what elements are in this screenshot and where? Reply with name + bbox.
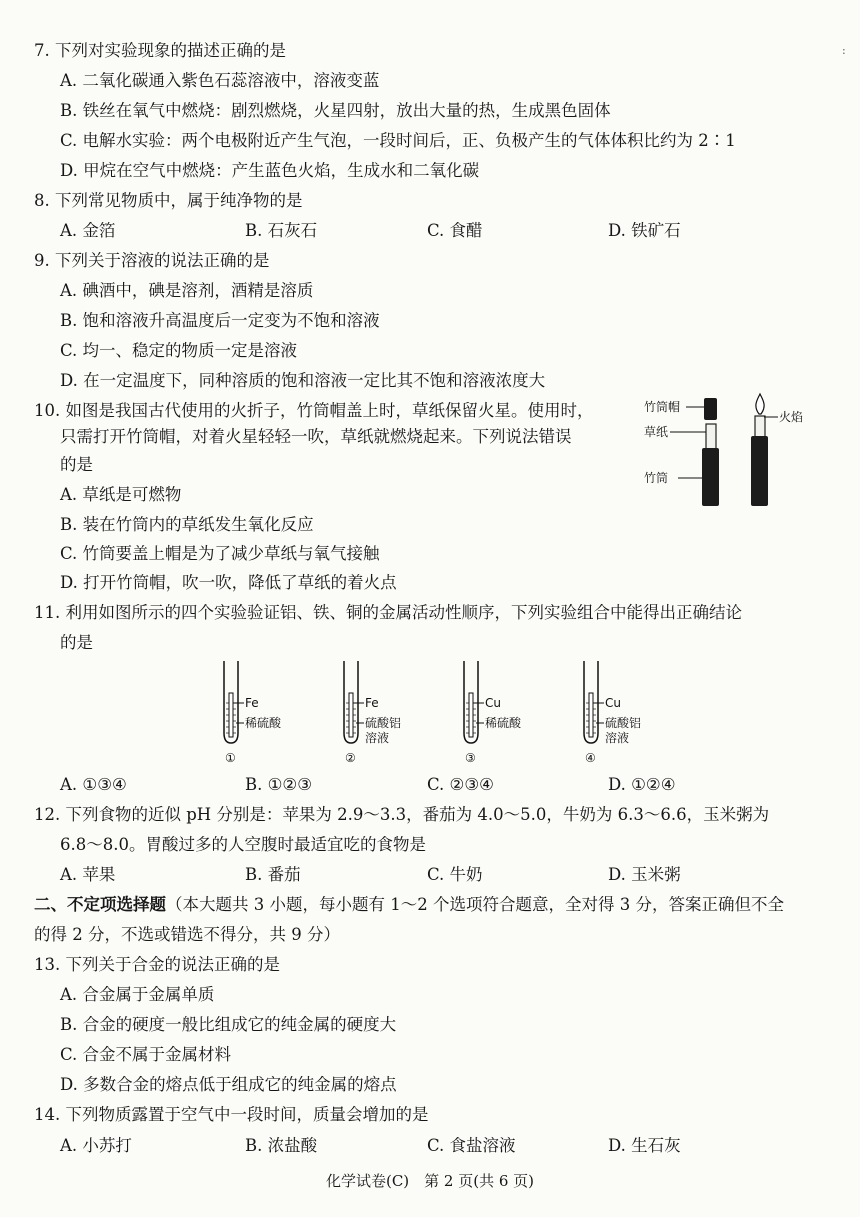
q11-option-d: D. ①②④ [608,775,676,794]
bamboo-tube [702,448,719,506]
q13-option-d: D. 多数合金的熔点低于组成它的纯金属的熔点 [60,1075,397,1094]
solution-label-4-2: 溶液 [605,731,630,745]
q12-option-c: C. 牛奶 [427,865,483,884]
q13-stem: 13. 下列关于合金的说法正确的是 [34,955,280,974]
q13-option-a: A. 合金属于金属单质 [60,985,215,1004]
q14-option-c: C. 食盐溶液 [427,1136,516,1155]
q8-option-b: B. 石灰石 [245,221,318,240]
q8-option-c: C. 食醋 [427,221,483,240]
metal-label-3: Cu [485,696,501,710]
q11-stem-line-2: 的是 [60,633,93,652]
q7-option-b: B. 铁丝在氧气中燃烧：剧烈燃烧，火星四射，放出大量的热，生成黑色固体 [60,101,611,120]
q12-option-b: B. 番茄 [245,865,301,884]
q10-stem-line-2: 只需打开竹筒帽，对着火星轻轻一吹，草纸就燃烧起来。下列说法错误 [60,427,572,446]
q9-option-c: C. 均一、稳定的物质一定是溶液 [60,341,298,360]
q14-option-a: A. 小苏打 [60,1136,132,1155]
q8-option-a: A. 金箔 [60,221,116,240]
q7-option-a: A. 二氧化碳通入紫色石蕊溶液中，溶液变蓝 [60,71,380,90]
page-footer: 化学试卷(C) 第 2 页(共 6 页) [325,1172,535,1190]
tube-number-3: ③ [465,751,476,765]
q12-stem-line-1: 12. 下列食物的近似 pH 分别是：苹果为 2.9～3.3，番茄为 4.0～5.0，牛奶为 6.3～6.6，玉米粥为 [34,805,770,824]
q10-option-c: C. 竹筒要盖上帽是为了减少草纸与氧气接触 [60,544,380,563]
metal-strip-4 [589,693,593,737]
q14-stem: 14. 下列物质露置于空气中一段时间，质量会增加的是 [34,1105,429,1124]
q13-option-b: B. 合金的硬度一般比组成它的纯金属的硬度大 [60,1015,397,1034]
test-tubes-figure [200,655,660,770]
label-paper: 草纸 [644,425,669,439]
q9-stem: 9. 下列关于溶液的说法正确的是 [34,251,270,270]
q10-option-a: A. 草纸是可燃物 [60,485,182,504]
metal-label-1: Fe [245,696,259,710]
tube-number-4: ④ [585,751,596,765]
q9-option-d: D. 在一定温度下，同种溶质的饱和溶液一定比其不饱和溶液浓度大 [60,371,546,390]
solution-label-1-1: 稀硫酸 [245,716,282,730]
q10-option-d: D. 打开竹筒帽，吹一吹，降低了草纸的着火点 [60,573,397,592]
section-2-desc-1: （本大题共 3 小题，每小题有 1～2 个选项符合题意，全对得 3 分，答案正确但不全 [166,895,784,914]
flame-icon [756,394,764,414]
label-tube: 竹筒 [644,471,669,485]
q11-option-b: B. ①②③ [245,775,312,794]
metal-strip-2 [349,693,353,737]
q12-option-d: D. 玉米粥 [608,865,681,884]
label-cap: 竹筒帽 [644,400,681,414]
tube-number-2: ② [345,751,356,765]
section-2-header [34,894,784,916]
q10-option-b: B. 装在竹筒内的草纸发生氧化反应 [60,515,314,534]
metal-label-4: Cu [605,696,621,710]
q7-stem: 7. 下列对实验现象的描述正确的是 [34,41,286,60]
q11-stem-line-1: 11. 利用如图所示的四个实验验证铝、铁、铜的金属活动性顺序，下列实验组合中能得出正确结论 [34,603,742,622]
q11-option-c: C. ②③④ [427,775,494,794]
q7-option-d: D. 甲烷在空气中燃烧：产生蓝色火焰，生成水和二氧化碳 [60,161,480,180]
q12-option-a: A. 苹果 [60,865,116,884]
q8-stem: 8. 下列常见物质中，属于纯净物的是 [34,191,303,210]
metal-strip-1 [229,693,233,737]
q14-option-d: D. 生石灰 [608,1136,681,1155]
label-flame: 火焰 [779,410,804,424]
q7-option-c: C. 电解水实验：两个电极附近产生气泡，一段时间后，正、负极产生的气体体积比约为 2∶1 [60,131,736,150]
q11-option-a: A. ①③④ [60,775,127,794]
q14-option-b: B. 浓盐酸 [245,1136,318,1155]
section-2-title: 二、不定项选择题 [34,895,166,914]
bamboo-cap [704,398,717,420]
q10-stem-line-1: 10. 如图是我国古代使用的火折子，竹筒帽盖上时，草纸保留火星。使用时， [34,401,594,420]
fire-starter-figure [640,390,820,510]
section-2-desc-2: 的得 2 分，不选或错选不得分，共 9 分） [34,925,340,944]
bamboo-tube-open [751,436,768,506]
solution-label-2-1: 硫酸铝 [365,716,402,730]
solution-label-3-1: 稀硫酸 [485,716,522,730]
q12-stem-line-2: 6.8～8.0。胃酸过多的人空腹时最适宜吃的食物是 [60,835,426,854]
solution-label-2-2: 溶液 [365,731,390,745]
tube-number-1: ① [225,751,236,765]
q8-option-d: D. 铁矿石 [608,221,681,240]
metal-label-2: Fe [365,696,379,710]
q9-option-b: B. 饱和溶液升高温度后一定变为不饱和溶液 [60,311,380,330]
margin-mark: : [842,44,846,57]
q13-option-c: C. 合金不属于金属材料 [60,1045,232,1064]
q10-stem-line-3: 的是 [60,455,93,474]
metal-strip-3 [469,693,473,737]
solution-label-4-1: 硫酸铝 [605,716,642,730]
paper-roll [706,424,716,450]
q9-option-a: A. 碘酒中，碘是溶剂，酒精是溶质 [60,281,314,300]
